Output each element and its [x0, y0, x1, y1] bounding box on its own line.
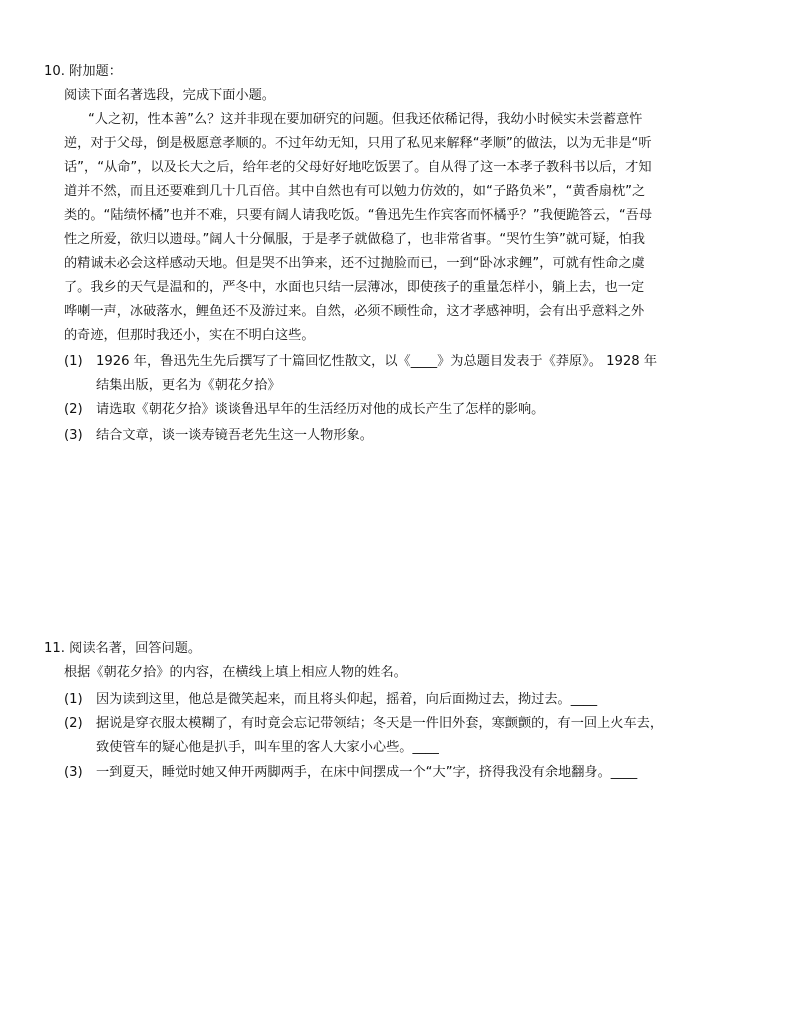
passage-line: 道并不然，而且还要难到几十几百倍。其中自然也有可以勉力仿效的，如“子路负米”，“黄香扇枕”之: [64, 184, 646, 199]
sub-question-number: (1): [64, 354, 83, 369]
passage-line: 类的。“陆绩怀橘”也并不难，只要有阔人请我吃饭。“鲁迅先生作宾客而怀橘乎？”我便跪答云，“吾母: [64, 208, 653, 223]
sub-question-number: (1): [64, 692, 83, 707]
sub-question-text: 请选取《朝花夕拾》谈谈鲁迅早年的生活经历对他的成长产生了怎样的影响。: [96, 402, 545, 417]
passage-line: “人之初，性本善”么？这并非现在要加研究的问题。但我还依稀记得，我幼小时候实未尝蓄意忤: [88, 112, 643, 127]
question-11-intro: 根据《朝花夕拾》的内容，在横线上填上相应人物的姓名。: [64, 665, 407, 680]
passage-line: 哗喇一声，冰破落水，鲤鱼还不及游过来。自然，必须不顾性命，这才孝感神明，会有出乎意料之外: [64, 304, 645, 319]
passage-line: 性之所爱，欲归以遗母。”阔人十分佩服，于是孝子就做稳了，也非常省事。“哭竹生笋”就可疑，怕我: [64, 232, 645, 247]
sub-question-text: 结合文章，谈一谈寿镜吾老先生这一人物形象。: [96, 428, 373, 443]
sub-question-text: 据说是穿衣服太模糊了，有时竟会忘记带领结；冬天是一件旧外套，寒颤颤的，有一回上火车去，: [96, 716, 664, 731]
sub-question-text: 1926 年，鲁迅先生先后撰写了十篇回忆性散文，以《____》为总题目发表于《莽原》。 1928 年: [96, 354, 658, 369]
passage-line: 的精诚未必会这样感动天地。但是哭不出笋来，还不过抛脸而已，一到“卧冰求鲤”，可就有性命之虞: [64, 256, 645, 271]
passage-line: 逆，对于父母，倒是极愿意孝顺的。不过年幼无知，只用了私见来解释“孝顺”的做法，以为无非是“听: [64, 136, 652, 151]
sub-question-number: (2): [64, 402, 83, 417]
sub-question-number: (2): [64, 716, 83, 731]
question-11-title: 11. 阅读名著，回答问题。: [44, 641, 202, 656]
passage-line: 的奇迹，但那时我还小，实在不明白这些。: [64, 328, 315, 343]
sub-question-number: (3): [64, 765, 83, 780]
passage-line: 了。我乡的天气是温和的，严冬中，水面也只结一层薄冰，即使孩子的重量怎样小，躺上去，也一定: [64, 280, 645, 295]
sub-question-number: (3): [64, 428, 83, 443]
passage-line: 话”，“从命”，以及长大之后，给年老的父母好好地吃饭罢了。自从得了这一本孝子教科书以后，才知: [64, 160, 652, 175]
question-10-intro: 阅读下面名著选段，完成下面小题。: [64, 88, 275, 103]
sub-question-text: 因为读到这里，他总是微笑起来，而且将头仰起，摇着，向后面拗过去，拗过去。____: [96, 692, 598, 707]
sub-question-text: 一到夏天，睡觉时她又伸开两脚两手，在床中间摆成一个“大”字，挤得我没有余地翻身。____: [96, 765, 638, 780]
question-10-title: 10. 附加题：: [44, 64, 122, 79]
sub-question-text-continued: 结集出版，更名为《朝花夕拾》: [96, 378, 281, 393]
sub-question-text-continued: 致使管车的疑心他是扒手，叫车里的客人大家小心些。____: [96, 740, 439, 755]
